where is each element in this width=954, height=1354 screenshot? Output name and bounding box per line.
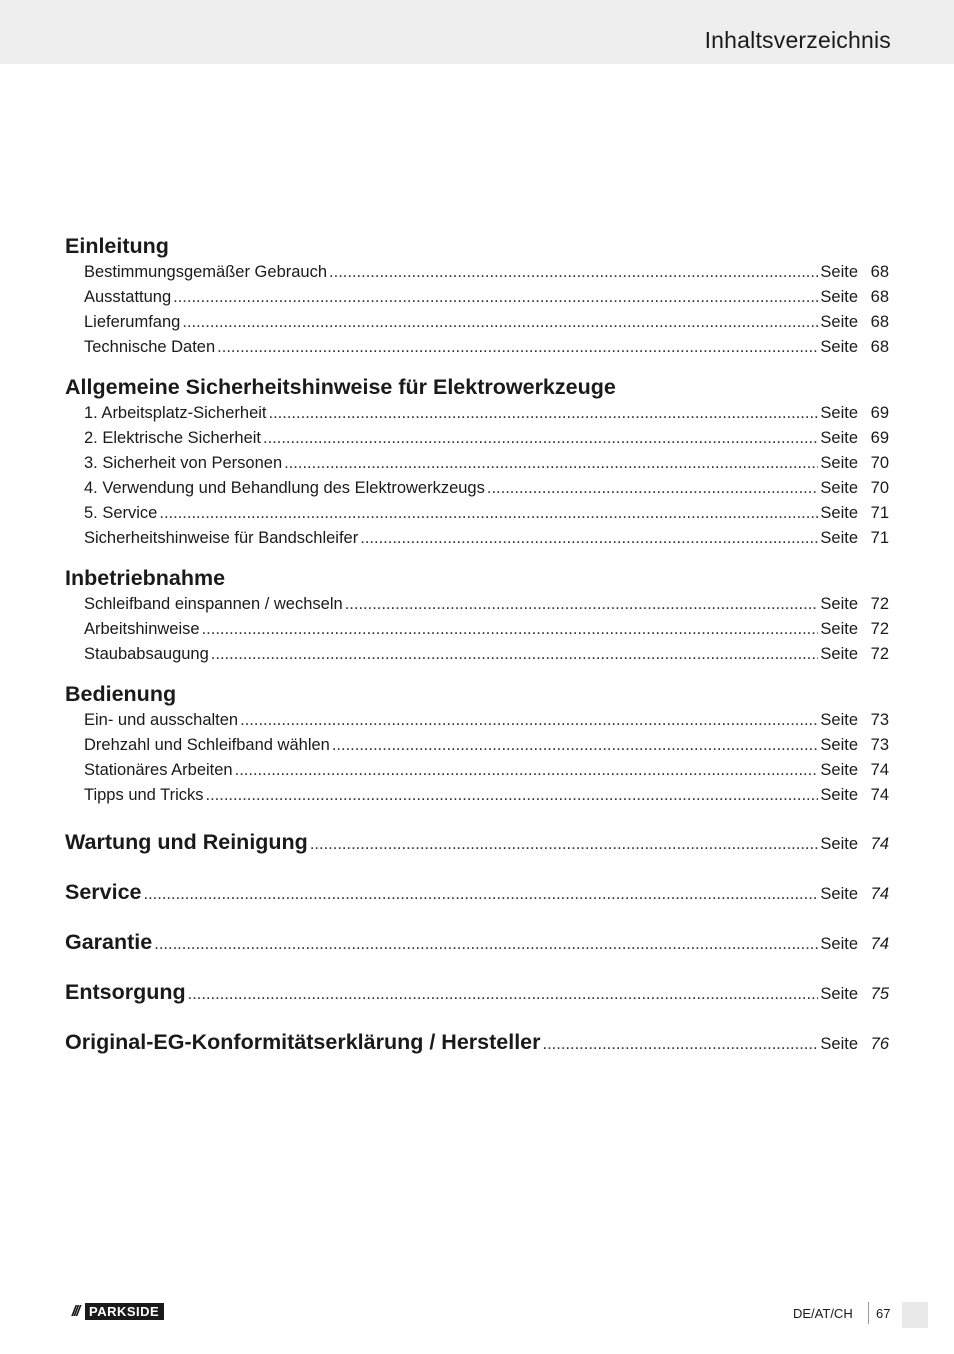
toc-entry[interactable]: [65, 758, 889, 783]
dot-leader: [159, 501, 818, 526]
entry-page: 70: [870, 454, 889, 472]
toc-toplevel-entry[interactable]: [65, 1026, 889, 1058]
dot-leader: [263, 426, 818, 451]
dot-leader: [188, 978, 819, 1010]
dot-leader: [332, 733, 819, 758]
entry-label: Technische Daten: [84, 338, 216, 356]
dot-leader: [202, 617, 819, 642]
entry-page: 72: [870, 645, 889, 663]
dot-leader: [240, 708, 818, 733]
toc-entry[interactable]: [65, 310, 889, 335]
seite-label: Seite: [820, 454, 858, 472]
entry-page: 76: [870, 1035, 889, 1053]
seite-label: Seite: [820, 504, 858, 522]
entry-label: Garantie: [65, 930, 153, 954]
page-title: Inhaltsverzeichnis: [704, 27, 891, 53]
seite-label: Seite: [820, 288, 858, 306]
toc-entry[interactable]: [65, 426, 889, 451]
entry-label: Entsorgung: [65, 980, 186, 1004]
entry-page: 72: [870, 620, 889, 638]
seite-label: Seite: [820, 479, 858, 497]
toc-entry[interactable]: [65, 476, 889, 501]
entry-page: 69: [870, 404, 889, 422]
entry-page: 68: [870, 288, 889, 306]
seite-label: Seite: [820, 835, 858, 853]
entry-page: 75: [870, 985, 889, 1003]
footer-language: DE/AT/CH: [793, 1306, 853, 1321]
entry-label: Bestimmungsgemäßer Gebrauch: [84, 263, 328, 281]
entry-page: 71: [870, 529, 889, 547]
entry-label: Ein- und ausschalten: [84, 711, 239, 729]
seite-label: Seite: [820, 985, 858, 1003]
entry-page: 73: [870, 711, 889, 729]
toc-entry[interactable]: [65, 526, 889, 551]
dot-leader: [310, 828, 819, 860]
seite-label: Seite: [820, 263, 858, 281]
toc-toplevel-entry[interactable]: [65, 976, 889, 1008]
toc-entry[interactable]: [65, 451, 889, 476]
entry-label: Staubabsaugung: [84, 645, 209, 663]
seite-label: Seite: [820, 885, 858, 903]
dot-leader: [235, 758, 819, 783]
entry-label: 2. Elektrische Sicherheit: [84, 429, 261, 447]
dot-leader: [211, 642, 819, 667]
logo-slashes: ///: [71, 1303, 79, 1320]
header-band: [0, 0, 954, 64]
toc-entry[interactable]: [65, 260, 889, 285]
entry-label: Stationäres Arbeiten: [84, 761, 233, 779]
toc-entry[interactable]: [65, 335, 889, 360]
dot-leader: [329, 260, 818, 285]
entry-page: 69: [870, 429, 889, 447]
dot-leader: [154, 928, 818, 960]
section-title: Einleitung: [65, 234, 169, 258]
entry-page: 74: [870, 786, 889, 804]
toc-entry[interactable]: [65, 708, 889, 733]
toc-entry[interactable]: [65, 501, 889, 526]
entry-page: 72: [870, 595, 889, 613]
seite-label: Seite: [820, 595, 858, 613]
entry-page: 74: [870, 935, 889, 953]
table-of-contents: [65, 232, 889, 1058]
entry-page: 74: [870, 835, 889, 853]
toc-toplevel-entry[interactable]: [65, 826, 889, 858]
dot-leader: [284, 451, 818, 476]
entry-label: 1. Arbeitsplatz-Sicherheit: [84, 404, 267, 422]
entry-page: 71: [870, 504, 889, 522]
toc-toplevel-entry[interactable]: [65, 926, 889, 958]
section-title: Allgemeine Sicherheitshinweise für Elektrowerkzeuge: [65, 375, 616, 399]
dot-leader: [217, 335, 818, 360]
toc-entry[interactable]: [65, 642, 889, 667]
dot-leader: [269, 401, 819, 426]
toc-section: [65, 232, 889, 360]
toc-section: [65, 373, 889, 551]
seite-label: Seite: [820, 338, 858, 356]
toc-entry[interactable]: [65, 783, 889, 808]
dot-leader: [487, 476, 819, 501]
entry-label: 4. Verwendung und Behandlung des Elektrowerkzeugs: [84, 479, 485, 497]
dot-leader: [173, 285, 818, 310]
seite-label: Seite: [820, 736, 858, 754]
dot-leader: [543, 1028, 819, 1060]
entry-page: 73: [870, 736, 889, 754]
seite-label: Seite: [820, 1035, 858, 1053]
toc-entry[interactable]: [65, 592, 889, 617]
seite-label: Seite: [820, 761, 858, 779]
footer-divider: [868, 1302, 869, 1324]
entry-label: Drehzahl und Schleifband wählen: [84, 736, 330, 754]
entry-label: Schleifband einspannen / wechseln: [84, 595, 343, 613]
seite-label: Seite: [820, 313, 858, 331]
footer-page-number: 67: [876, 1306, 891, 1321]
parkside-logo: [65, 1303, 164, 1320]
dot-leader: [345, 592, 819, 617]
toc-section: [65, 564, 889, 667]
seite-label: Seite: [820, 711, 858, 729]
seite-label: Seite: [820, 429, 858, 447]
seite-label: Seite: [820, 645, 858, 663]
entry-label: Ausstattung: [84, 288, 172, 306]
toc-section: [65, 680, 889, 808]
seite-label: Seite: [820, 529, 858, 547]
toc-entry[interactable]: [65, 733, 889, 758]
footer-corner-box: [902, 1302, 928, 1328]
dot-leader: [182, 310, 818, 335]
entry-label: Original-EG-Konformitätserklärung / Hersteller: [65, 1030, 541, 1054]
dot-leader: [144, 878, 819, 910]
seite-label: Seite: [820, 935, 858, 953]
entry-label: Tipps und Tricks: [84, 786, 204, 804]
dot-leader: [360, 526, 818, 551]
entry-label: Wartung und Reinigung: [65, 830, 308, 854]
entry-page: 68: [870, 338, 889, 356]
entry-page: 70: [870, 479, 889, 497]
entry-label: 3. Sicherheit von Personen: [84, 454, 283, 472]
entry-label: Lieferumfang: [84, 313, 181, 331]
toc-toplevel-entry[interactable]: [65, 876, 889, 908]
section-title: Bedienung: [65, 682, 177, 706]
seite-label: Seite: [820, 620, 858, 638]
entry-label: Sicherheitshinweise für Bandschleifer: [84, 529, 359, 547]
logo-text: PARKSIDE: [85, 1303, 164, 1320]
entry-page: 68: [870, 313, 889, 331]
entry-label: Arbeitshinweise: [84, 620, 200, 638]
toc-entry[interactable]: [65, 617, 889, 642]
entry-page: 74: [870, 885, 889, 903]
entry-page: 68: [870, 263, 889, 281]
dot-leader: [206, 783, 819, 808]
entry-label: Service: [65, 880, 142, 904]
toc-entry[interactable]: [65, 285, 889, 310]
section-title: Inbetriebnahme: [65, 566, 226, 590]
toc-entry[interactable]: [65, 401, 889, 426]
entry-page: 74: [870, 761, 889, 779]
seite-label: Seite: [820, 786, 858, 804]
seite-label: Seite: [820, 404, 858, 422]
entry-label: 5. Service: [84, 504, 158, 522]
